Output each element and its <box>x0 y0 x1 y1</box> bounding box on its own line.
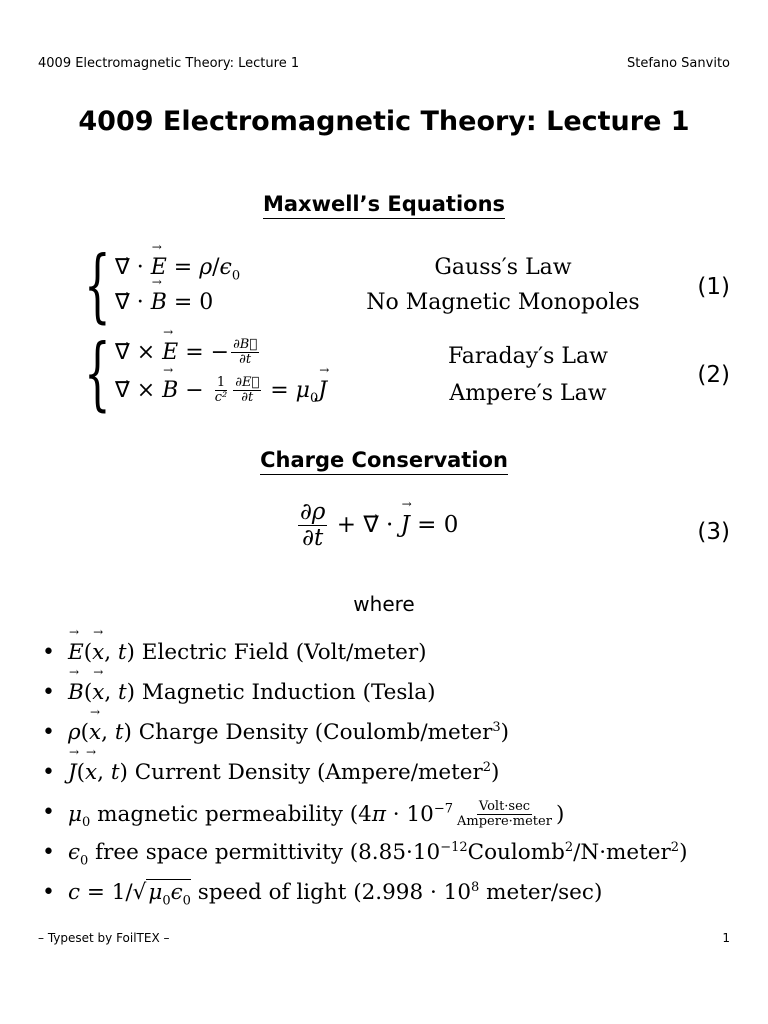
equation-gauss: ∇⃗ · → $E = \rho/\epsilon_0$ <box>115 255 240 283</box>
list-item: • $\mu_0$ magnetic permeability ($4\pi \cdot 10^{-7}$ $\frac{\text{Volt·sec}}{\text{Ampere·meter}}$ ) <box>42 800 687 840</box>
list-item: • → E(→ x, t) Electric Field (Volt/meter) <box>42 640 687 680</box>
definition-text: Charge Density (Coulomb/meter <box>138 720 493 746</box>
left-brace: { <box>84 326 111 420</box>
definition-text: Magnetic Induction (Tesla) <box>141 680 436 705</box>
list-item: • → J(→ x, t) Current Density (Ampere/meter$^2$) <box>42 760 687 800</box>
section-heading-maxwell <box>0 192 768 219</box>
definition-text: Current Density (Ampere/meter <box>134 760 483 786</box>
equation-continuity: $\frac{\partial\rho}{\partial t}$ + ∇⃗ · → J = 0 <box>296 500 458 552</box>
where-label: where <box>353 592 415 616</box>
left-brace: { <box>84 238 111 332</box>
list-item: • ρ(→ x, t) Charge Density (Coulomb/meter$^3$) <box>42 720 687 760</box>
definition-text: speed of light <box>197 880 347 906</box>
equation-number-2: (2) <box>697 362 730 388</box>
list-item: • $\epsilon_0$ free space permittivity $(8.85\cdot 10^{-12}Coulomb^2/N\cdot meter^2)$ <box>42 840 687 880</box>
law-gauss: Gauss′s Law <box>434 255 572 280</box>
page-title: 4009 Electromagnetic Theory: Lecture 1 <box>78 106 690 137</box>
page-number: 1 <box>722 931 730 945</box>
list-item: • → B(→ x, t) Magnetic Induction (Tesla) <box>42 680 687 720</box>
equation-faraday: ∇⃗ × → E = − $\frac{\partial B⃗}{\partial t}$ <box>115 338 261 368</box>
equation-ampere: ∇⃗ × → B − $\frac{1}{\text{c²}}$ $\frac{\partial E⃗}{\partial t}$ = $\mu_0\to J$ <box>115 376 327 406</box>
law-no-monopoles: No Magnetic Monopoles <box>366 290 640 315</box>
equation-number-1: (1) <box>697 274 730 300</box>
definition-text: magnetic permeability <box>97 801 343 827</box>
equation-no-monopoles: ∇⃗ · → B = 0 <box>115 290 213 315</box>
running-header-title: 4009 Electromagnetic Theory: Lecture 1 <box>38 56 300 71</box>
equation-number-3: (3) <box>697 519 730 545</box>
law-ampere: Ampere′s Law <box>449 381 607 406</box>
definition-text: free space permittivity <box>95 840 343 866</box>
section-heading-charge-text: Charge Conservation <box>260 448 508 475</box>
section-heading-maxwell-text: Maxwell’s Equations <box>263 192 505 219</box>
list-item: • $c = 1/√\mu_0\epsilon_0$ speed of light ($2.998 \cdot 10^8$ meter/sec) <box>42 880 687 920</box>
section-heading-charge <box>0 448 768 475</box>
footer-typeset: – Typeset by FoilTEX – <box>38 931 170 945</box>
definition-list <box>42 640 687 920</box>
definition-text: Electric Field (Volt/meter) <box>141 640 427 665</box>
law-faraday: Faraday′s Law <box>448 344 608 369</box>
running-header-author: Stefano Sanvito <box>626 56 730 71</box>
